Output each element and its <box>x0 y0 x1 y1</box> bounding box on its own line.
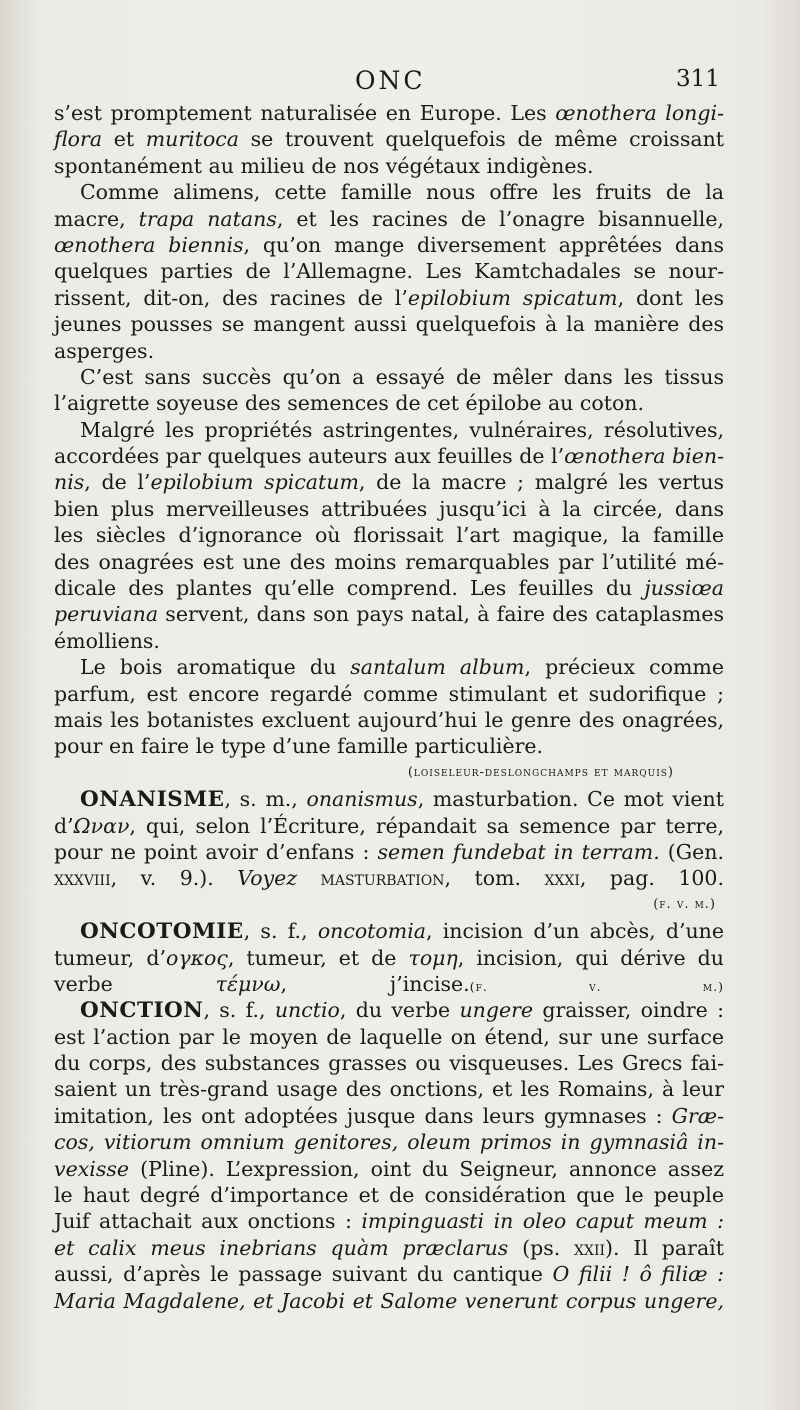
running-head: ONC <box>355 66 426 95</box>
page-number: 311 <box>676 66 720 92</box>
text-line: s’est promptement naturalisée en Europe. Les œnothera longi- <box>54 101 724 125</box>
text-line: œnothera biennis, qu’on mange diversement apprêtées dans <box>54 232 725 257</box>
text-line: le haut degré d’importance et de considération que le peuple <box>54 1183 724 1208</box>
paragraph-first-line: Malgré les propriétés astringentes, vulnéraires, résolutives, <box>80 417 724 442</box>
text-line: et calix meus inebrians quàm præclarus (ps. xxii). Il paraît <box>54 1235 724 1260</box>
text-line: pour ne point avoir d’enfans : semen fundebat in terram. (Gen. <box>54 839 725 864</box>
text-line: émolliens. <box>54 628 160 653</box>
text-line: vexisse (Pline). L’expression, oint du Seigneur, annonce assez <box>54 1156 724 1181</box>
text-line: mais les botanistes excluent aujourd’hui le genre des onagrées, <box>54 707 724 732</box>
entry-onanisme: ONANISME, s. m., onanismus, masturbation. Ce mot vient <box>80 787 724 813</box>
text-line: saient un très-grand usage des onctions, et les Romains, à leur <box>54 1077 724 1102</box>
text-line: dicale des plantes qu’elle comprend. Les feuilles du jussiœa <box>54 576 724 601</box>
text-line: jeunes pousses se mangent aussi quelquefois à la manière des <box>54 312 724 337</box>
text-line: xxxviii, v. 9.). Voyez masturbation, tom. xxxi, pag. 100. <box>54 866 724 891</box>
author-initials: (f. v. m.) <box>653 896 716 912</box>
text-line: est l’action par le moyen de laquelle on étend, sur une surface <box>54 1024 724 1049</box>
text-line: macre, trapa natans, et les racines de l’onagre bisannuelle, <box>54 206 724 231</box>
text-line: Maria Magdalene, et Jacobi et Salome venerunt corpus ungere, <box>54 1288 724 1313</box>
paragraph-first-line: Comme alimens, cette famille nous offre les fruits de la <box>80 180 724 205</box>
text-line: accordées par quelques auteurs aux feuilles de l’œnothera bien- <box>54 444 724 469</box>
paragraph-first-line: Le bois aromatique du santalum album, précieux comme <box>80 655 724 680</box>
text-line: Juif attachait aux onctions : impinguasti in oleo caput meum : <box>54 1209 725 1234</box>
text-line: spontanément au milieu de nos végétaux indigènes. <box>54 153 594 178</box>
text-line: l’aigrette soyeuse des semences de cet épilobe au coton. <box>54 391 645 416</box>
text-line: aussi, d’après le passage suivant du cantique O filii ! ô filiæ : <box>54 1262 724 1287</box>
text-line: d’Ωναν, qui, selon l’Écriture, répandait sa semence par terre, <box>54 813 724 838</box>
text-line: les siècles d’ignorance où florissait l’art magique, la famille <box>54 523 724 548</box>
text-line: du corps, des substances grasses ou visqueuses. Les Grecs fai- <box>54 1051 724 1076</box>
author-signature: (loiseleur-deslongchamps et marquis) <box>407 764 674 780</box>
text-line: verbe τέμνω, j’incise.(f. v. m.) <box>54 971 724 996</box>
text-line: imitation, les ont adoptées jusque dans leurs gymnases : Græ- <box>54 1103 724 1128</box>
text-line: tumeur, d’ογκος, tumeur, et de τομη, incision, qui dérive du <box>54 945 724 970</box>
text-line: asperges. <box>54 338 155 363</box>
text-body <box>54 100 724 1314</box>
paragraph-first-line: C’est sans succès qu’on a essayé de mêler dans les tissus <box>80 364 724 389</box>
entry-onction: ONCTION, s. f., unctio, du verbe ungere graisser, oindre : <box>80 998 724 1024</box>
text-line: cos, vitiorum omnium genitores, oleum primos in gymnasiâ in- <box>54 1130 724 1155</box>
page-header <box>0 66 800 100</box>
author-initials: (f. v. m.) <box>469 978 724 994</box>
text-line: peruviana servent, dans son pays natal, à faire des cataplasmes <box>54 602 724 627</box>
text-line: pour en faire le type d’une famille particulière. <box>54 734 544 759</box>
text-line: parfum, est encore regardé comme stimulant et sudorifique ; <box>54 681 724 706</box>
text-line: rissent, dit-on, des racines de l’epilobium spicatum, dont les <box>54 285 724 310</box>
entry-oncotomie: ONCOTOMIE, s. f., oncotomia, incision d’un abcès, d’une <box>80 919 725 945</box>
text-line: bien plus merveilleuses attribuées jusqu’ici à la circée, dans <box>54 496 724 521</box>
text-line: des onagrées est une des moins remarquables par l’utilité mé- <box>54 549 724 574</box>
text-line: nis, de l’epilobium spicatum, de la macre ; malgré les vertus <box>54 470 724 495</box>
text-line: flora et muritoca se trouvent quelquefois de même croissant <box>54 127 725 152</box>
text-line: quelques parties de l’Allemagne. Les Kamtchadales se nour- <box>54 259 724 284</box>
